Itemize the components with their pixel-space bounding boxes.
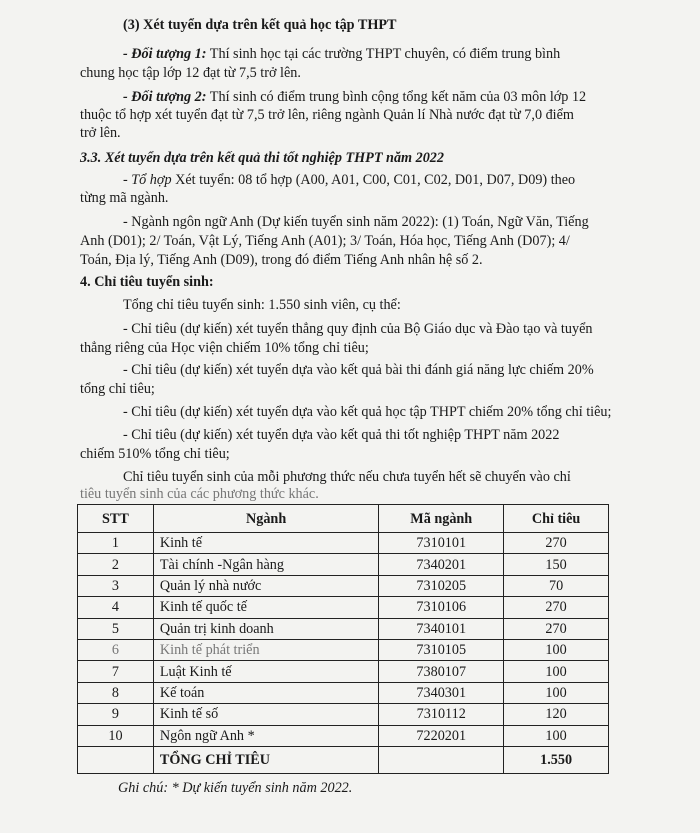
header-chi-tieu: Chỉ tiêu — [504, 505, 609, 533]
cell-ma-nganh: 7310112 — [379, 704, 504, 725]
cell-chi-tieu: 100 — [504, 725, 609, 746]
section-3-3-heading: 3.3. Xét tuyển dựa trên kết quả thi tốt nghiệp THPT năm 2022 — [80, 150, 444, 166]
doi-tuong-2-line2: thuộc tổ hợp xét tuyển đạt từ 7,5 trở lên, riêng ngành Quản lí Nhà nước đạt từ 7,0 điểm — [80, 107, 574, 123]
cell-chi-tieu: 270 — [504, 533, 609, 554]
table-row — [78, 554, 609, 575]
cell-ma-nganh: 7380107 — [379, 661, 504, 682]
total-label: TỔNG CHỈ TIÊU — [153, 746, 378, 773]
cell-chi-tieu: 70 — [504, 575, 609, 596]
header-nganh: Ngành — [153, 505, 378, 533]
cell-ma-nganh: 7310106 — [379, 597, 504, 618]
table-header-row — [78, 505, 609, 533]
cell-nganh: Kinh tế quốc tế — [153, 597, 378, 618]
cell-stt: 5 — [78, 618, 154, 639]
to-hop-label: - Tổ hợp — [123, 172, 172, 188]
cell-ma-nganh: 7340201 — [379, 554, 504, 575]
cell-nganh: Luật Kinh tế — [153, 661, 378, 682]
quota-c-line1: - Chỉ tiêu (dự kiến) xét tuyển dựa vào kết quả học tập THPT chiếm 20% tổng chỉ tiêu; — [123, 404, 612, 420]
quota-b-line2: tổng chỉ tiêu; — [80, 381, 155, 397]
cell-nganh: Tài chính -Ngân hàng — [153, 554, 378, 575]
table-row — [78, 682, 609, 703]
cell-nganh: Kinh tế số — [153, 704, 378, 725]
to-hop-line1 — [123, 171, 575, 189]
doi-tuong-2-line1 — [123, 88, 586, 106]
cell-nganh: Quản trị kinh doanh — [153, 618, 378, 639]
cell-stt: 3 — [78, 575, 154, 596]
table-footnote: Ghi chú: * Dự kiến tuyển sinh năm 2022. — [118, 780, 353, 796]
header-ma-nganh: Mã ngành — [379, 505, 504, 533]
quota-table — [77, 504, 609, 774]
doi-tuong-1-line2: chung học tập lớp 12 đạt từ 7,5 trở lên. — [80, 65, 301, 81]
cell-ma-nganh: 7310205 — [379, 575, 504, 596]
cell-stt: 2 — [78, 554, 154, 575]
cell-total-empty — [78, 746, 154, 773]
ngon-ngu-anh-line3: Toán, Địa lý, Tiếng Anh (D09), trong đó điểm Tiếng Anh nhân hệ số 2. — [80, 252, 483, 268]
to-hop-text: Xét tuyển: 08 tổ hợp (A00, A01, C00, C01, C02, D01, D07, D09) theo — [171, 172, 576, 188]
ngon-ngu-anh-line1: - Ngành ngôn ngữ Anh (Dự kiến tuyển sinh năm 2022): (1) Toán, Ngữ Văn, Tiếng — [123, 214, 589, 230]
quota-a-line1: - Chỉ tiêu (dự kiến) xét tuyển thẳng quy định của Bộ Giáo dục và Đào tạo và tuyển — [123, 321, 593, 337]
ngon-ngu-anh-line2: Anh (D01); 2/ Toán, Vật Lý, Tiếng Anh (A01); 3/ Toán, Hóa học, Tiếng Anh (D07); 4/ — [80, 233, 570, 249]
doi-tuong-1-text: Thí sinh học tại các trường THPT chuyên, có điểm trung bình — [206, 46, 561, 62]
table-row — [78, 533, 609, 554]
quota-b-line1: - Chỉ tiêu (dự kiến) xét tuyển dựa vào kết quả bài thi đánh giá năng lực chiếm 20% — [123, 362, 594, 378]
cell-nganh: Ngôn ngữ Anh * — [153, 725, 378, 746]
table-row — [78, 639, 609, 660]
cell-stt: 7 — [78, 661, 154, 682]
cell-stt: 10 — [78, 725, 154, 746]
cell-nganh: Quản lý nhà nước — [153, 575, 378, 596]
cell-nganh: Kinh tế — [153, 533, 378, 554]
table-total-row — [78, 746, 609, 773]
cell-stt: 9 — [78, 704, 154, 725]
doi-tuong-2-line3: trở lên. — [80, 125, 121, 141]
transfer-note-line1: Chỉ tiêu tuyển sinh của mỗi phương thức nếu chưa tuyển hết sẽ chuyển vào chỉ — [123, 469, 571, 485]
cell-nganh: Kinh tế phát triển — [153, 639, 378, 660]
doi-tuong-2-text: Thí sinh có điểm trung bình cộng tổng kết năm của 03 môn lớp 12 — [206, 89, 587, 105]
doi-tuong-1-line1 — [123, 45, 560, 63]
cell-stt: 1 — [78, 533, 154, 554]
cell-chi-tieu: 270 — [504, 597, 609, 618]
total-quota-line: Tổng chỉ tiêu tuyển sinh: 1.550 sinh viên, cụ thể: — [123, 297, 401, 313]
doi-tuong-2-label: - Đối tượng 2: — [123, 89, 207, 105]
transfer-note-line2: tiêu tuyển sinh của các phương thức khác. — [80, 486, 319, 502]
cell-chi-tieu: 100 — [504, 639, 609, 660]
cell-chi-tieu: 150 — [504, 554, 609, 575]
cell-stt: 6 — [78, 639, 154, 660]
doi-tuong-1-label: - Đối tượng 1: — [123, 46, 207, 62]
cell-ma-nganh: 7340301 — [379, 682, 504, 703]
cell-chi-tieu: 100 — [504, 682, 609, 703]
cell-total-empty-2 — [379, 746, 504, 773]
cell-ma-nganh: 7220201 — [379, 725, 504, 746]
cell-ma-nganh: 7340101 — [379, 618, 504, 639]
cell-stt: 4 — [78, 597, 154, 618]
table-row — [78, 725, 609, 746]
cell-chi-tieu: 120 — [504, 704, 609, 725]
table-row — [78, 661, 609, 682]
table-row — [78, 597, 609, 618]
table-row — [78, 575, 609, 596]
cell-chi-tieu: 270 — [504, 618, 609, 639]
table-row — [78, 618, 609, 639]
header-stt: STT — [78, 505, 154, 533]
cell-ma-nganh: 7310101 — [379, 533, 504, 554]
section-4-heading: 4. Chỉ tiêu tuyển sinh: — [80, 274, 214, 290]
section-3-heading: (3) Xét tuyển dựa trên kết quả học tập THPT — [123, 17, 397, 33]
cell-nganh: Kế toán — [153, 682, 378, 703]
total-value: 1.550 — [504, 746, 609, 773]
quota-d-line2: chiếm 510% tổng chỉ tiêu; — [80, 446, 230, 462]
cell-ma-nganh: 7310105 — [379, 639, 504, 660]
table-row — [78, 704, 609, 725]
quota-a-line2: thẳng riêng của Học viện chiếm 10% tổng chỉ tiêu; — [80, 340, 369, 356]
cell-stt: 8 — [78, 682, 154, 703]
to-hop-line2: từng mã ngành. — [80, 190, 169, 206]
cell-chi-tieu: 100 — [504, 661, 609, 682]
quota-d-line1: - Chỉ tiêu (dự kiến) xét tuyển dựa vào kết quả thi tốt nghiệp THPT năm 2022 — [123, 427, 560, 443]
